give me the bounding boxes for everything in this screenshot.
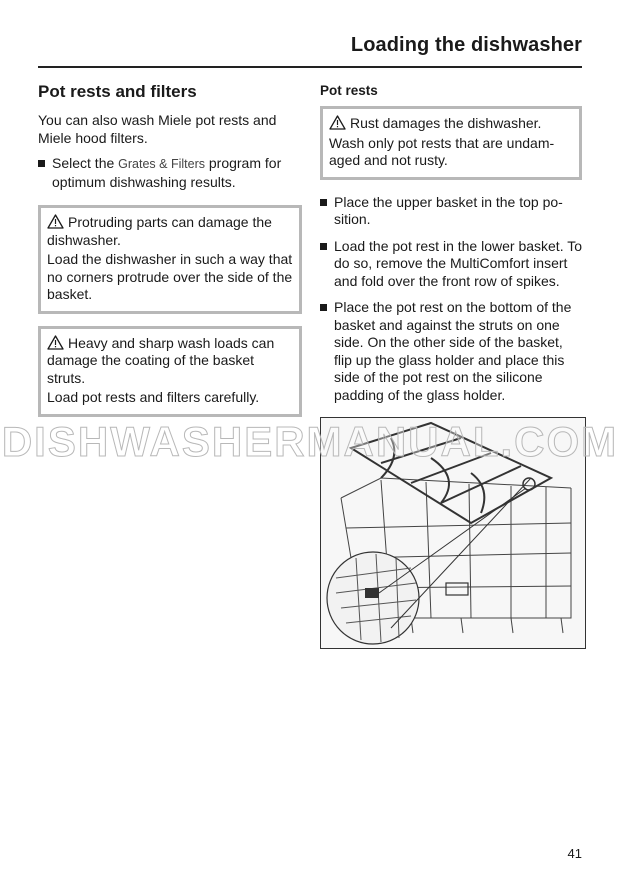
basket-drawing: [321, 418, 585, 648]
page-title: Loading the dishwasher: [350, 34, 582, 56]
watermark: DISHWASHERMANUAL.COM: [1, 418, 619, 465]
bullet-square-icon: [38, 160, 45, 167]
header-divider: [38, 66, 582, 68]
bullet-text-before: Select the: [52, 155, 119, 171]
right-column: [320, 80, 582, 413]
warning-title-text: Protruding parts can damage the dishwasher.: [47, 214, 272, 248]
warning-triangle-icon: [329, 115, 346, 130]
list-item: [38, 155, 302, 191]
warning-text: Load the dishwasher in such a way that no corners protrude over the side of the basket.: [47, 251, 293, 302]
program-name: Grates & Filters: [118, 157, 205, 171]
warning-title: [47, 335, 293, 388]
bullet-square-icon: [320, 199, 327, 206]
warning-title: [47, 214, 293, 249]
bullet-text: Place the upper basket in the top po-sition.: [334, 193, 563, 227]
warning-title-text: Rust damages the dishwasher.: [350, 115, 542, 131]
pot-rest-loading-illustration: [320, 417, 586, 649]
list-item: [320, 299, 582, 404]
warning-title: [329, 115, 573, 133]
bullet-text-after: program for optimum dishwashing results.: [52, 155, 282, 190]
warning-box: [38, 326, 302, 417]
warning-box: [320, 106, 582, 180]
subsection-heading: Pot rests: [320, 83, 378, 98]
section-heading: Pot rests and filters: [38, 82, 197, 101]
list-item: [320, 238, 582, 291]
warning-triangle-icon: [47, 214, 64, 229]
warning-box: [38, 205, 302, 314]
left-column: [38, 80, 302, 429]
bullet-square-icon: [320, 243, 327, 250]
bullet-text: Place the pot rest on the bottom of the basket and against the struts on one side. On the other side of the basket, flip up the glass holder and place this side of the pot rest on the silicone padding of the glass holder.: [334, 299, 572, 403]
warning-text: Load pot rests and filters carefully.: [47, 389, 260, 405]
list-item: [320, 194, 582, 229]
warning-title-text: Heavy and sharp wash loads can damage the coating of the basket struts.: [47, 334, 275, 386]
bullet-text: Load the pot rest in the lower basket. To do so, remove the MultiComfort insert and fold over the front row of spikes.: [334, 237, 583, 289]
bullet-square-icon: [320, 304, 327, 311]
warning-text: Wash only pot rests that are undam-aged and not rusty.: [329, 134, 555, 168]
page-number: 41: [567, 846, 582, 861]
warning-triangle-icon: [47, 335, 64, 350]
intro-paragraph: You can also wash Miele pot rests and Miele hood filters.: [38, 112, 277, 146]
